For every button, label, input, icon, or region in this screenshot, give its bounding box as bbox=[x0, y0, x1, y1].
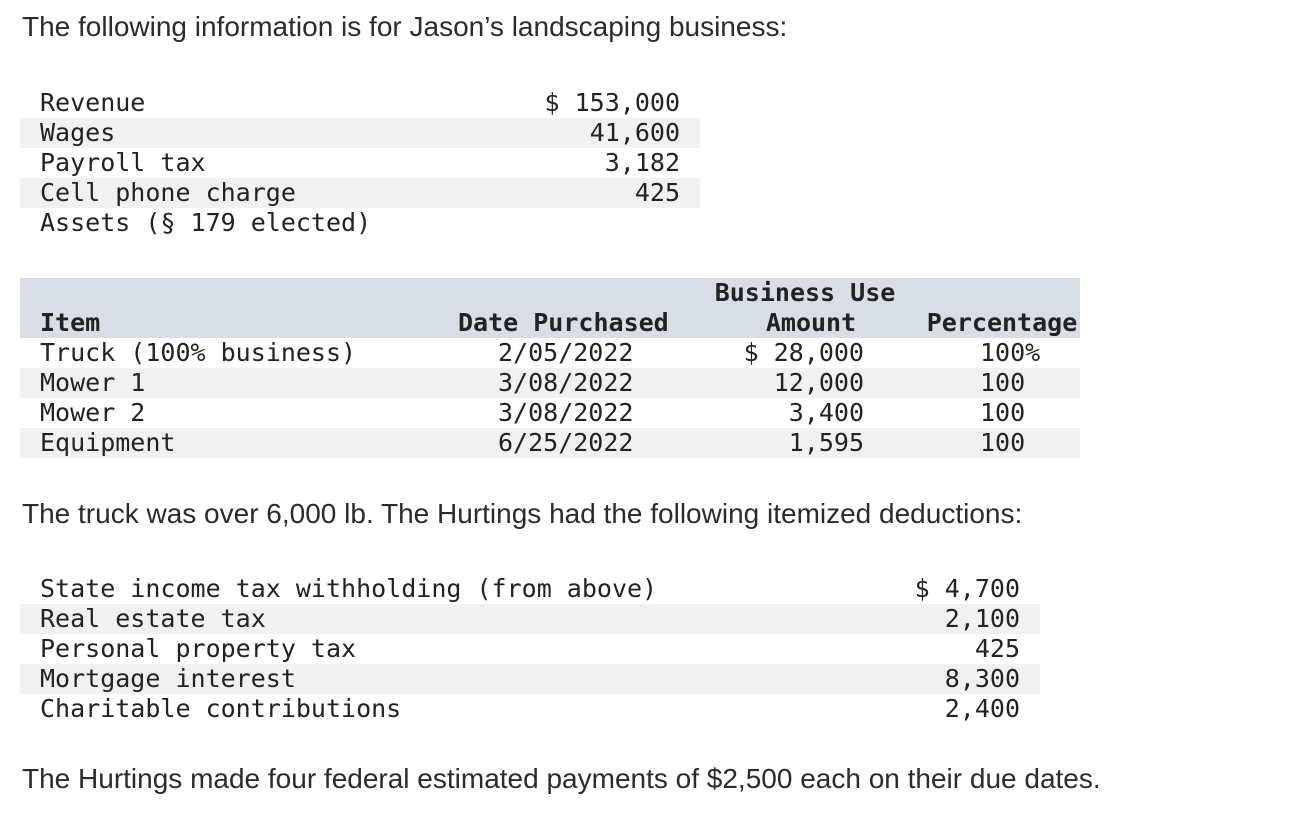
business-row-assets bbox=[20, 208, 700, 238]
closing-text: The Hurtings made four federal estimated payments of $2,500 each on their due dates. bbox=[22, 763, 1101, 794]
deduction-label: Mortgage interest bbox=[40, 664, 296, 693]
asset-date: 2/05/2022 bbox=[498, 338, 634, 367]
header-item: Item bbox=[40, 308, 101, 337]
deduction-label: State income tax withholding (from above) bbox=[40, 574, 658, 603]
deduction-row bbox=[20, 664, 1040, 694]
business-value: 425 bbox=[634, 178, 680, 207]
asset-amount: 12,000 bbox=[773, 368, 864, 397]
asset-row-equipment bbox=[20, 428, 1080, 458]
asset-row-mower-2 bbox=[20, 398, 1080, 428]
business-row-revenue bbox=[20, 88, 700, 118]
asset-percentage: 100 bbox=[980, 428, 1026, 457]
deduction-label: Personal property tax bbox=[40, 634, 357, 663]
business-value: 3,182 bbox=[604, 148, 680, 177]
deduction-label: Charitable contributions bbox=[40, 694, 402, 723]
deduction-value: $ 4,700 bbox=[914, 574, 1020, 603]
header-amount: Amount bbox=[765, 308, 857, 337]
business-label: Payroll tax bbox=[40, 148, 206, 177]
business-label: Wages bbox=[40, 118, 116, 147]
business-value: 41,600 bbox=[589, 118, 680, 147]
intro-text: The following information is for Jason’s landscaping business: bbox=[22, 11, 788, 42]
asset-date: 3/08/2022 bbox=[498, 368, 634, 397]
deduction-value: 2,100 bbox=[944, 604, 1020, 633]
asset-item: Truck (100% business) bbox=[40, 338, 357, 367]
asset-amount: 3,400 bbox=[788, 398, 864, 427]
asset-percentage: 100 bbox=[980, 368, 1026, 397]
asset-amount: 1,595 bbox=[788, 428, 864, 457]
business-label: Assets (§ 179 elected) bbox=[40, 208, 372, 237]
business-label: Cell phone charge bbox=[40, 178, 296, 207]
business-value: $ 153,000 bbox=[544, 88, 680, 117]
deduction-row bbox=[20, 574, 1040, 604]
deduction-value: 425 bbox=[974, 634, 1020, 663]
asset-percentage: 100 bbox=[980, 398, 1026, 427]
asset-row-truck bbox=[20, 338, 1080, 368]
deduction-row bbox=[20, 634, 1040, 664]
business-label: Revenue bbox=[40, 88, 146, 117]
deduction-row bbox=[20, 694, 1040, 724]
deduction-value: 8,300 bbox=[944, 664, 1020, 693]
business-row-payroll-tax bbox=[20, 148, 700, 178]
business-row-cell-phone bbox=[20, 178, 700, 208]
deduction-label: Real estate tax bbox=[40, 604, 266, 633]
deduction-value: 2,400 bbox=[944, 694, 1020, 723]
asset-date: 3/08/2022 bbox=[498, 398, 634, 427]
asset-item: Equipment bbox=[40, 428, 176, 457]
asset-row-mower-1 bbox=[20, 368, 1080, 398]
header-business-use: Business Use bbox=[714, 278, 896, 307]
header-date-purchased: Date Purchased bbox=[458, 308, 669, 337]
asset-percentage: 100% bbox=[980, 338, 1041, 367]
asset-item: Mower 2 bbox=[40, 398, 146, 427]
asset-date: 6/25/2022 bbox=[498, 428, 634, 457]
asset-amount: $ 28,000 bbox=[743, 338, 864, 367]
header-percentage: Percentage bbox=[926, 308, 1078, 337]
truck-note-text: The truck was over 6,000 lb. The Hurtings had the following itemized deductions: bbox=[22, 498, 1023, 529]
asset-item: Mower 1 bbox=[40, 368, 146, 397]
deduction-row bbox=[20, 604, 1040, 634]
business-row-wages bbox=[20, 118, 700, 148]
